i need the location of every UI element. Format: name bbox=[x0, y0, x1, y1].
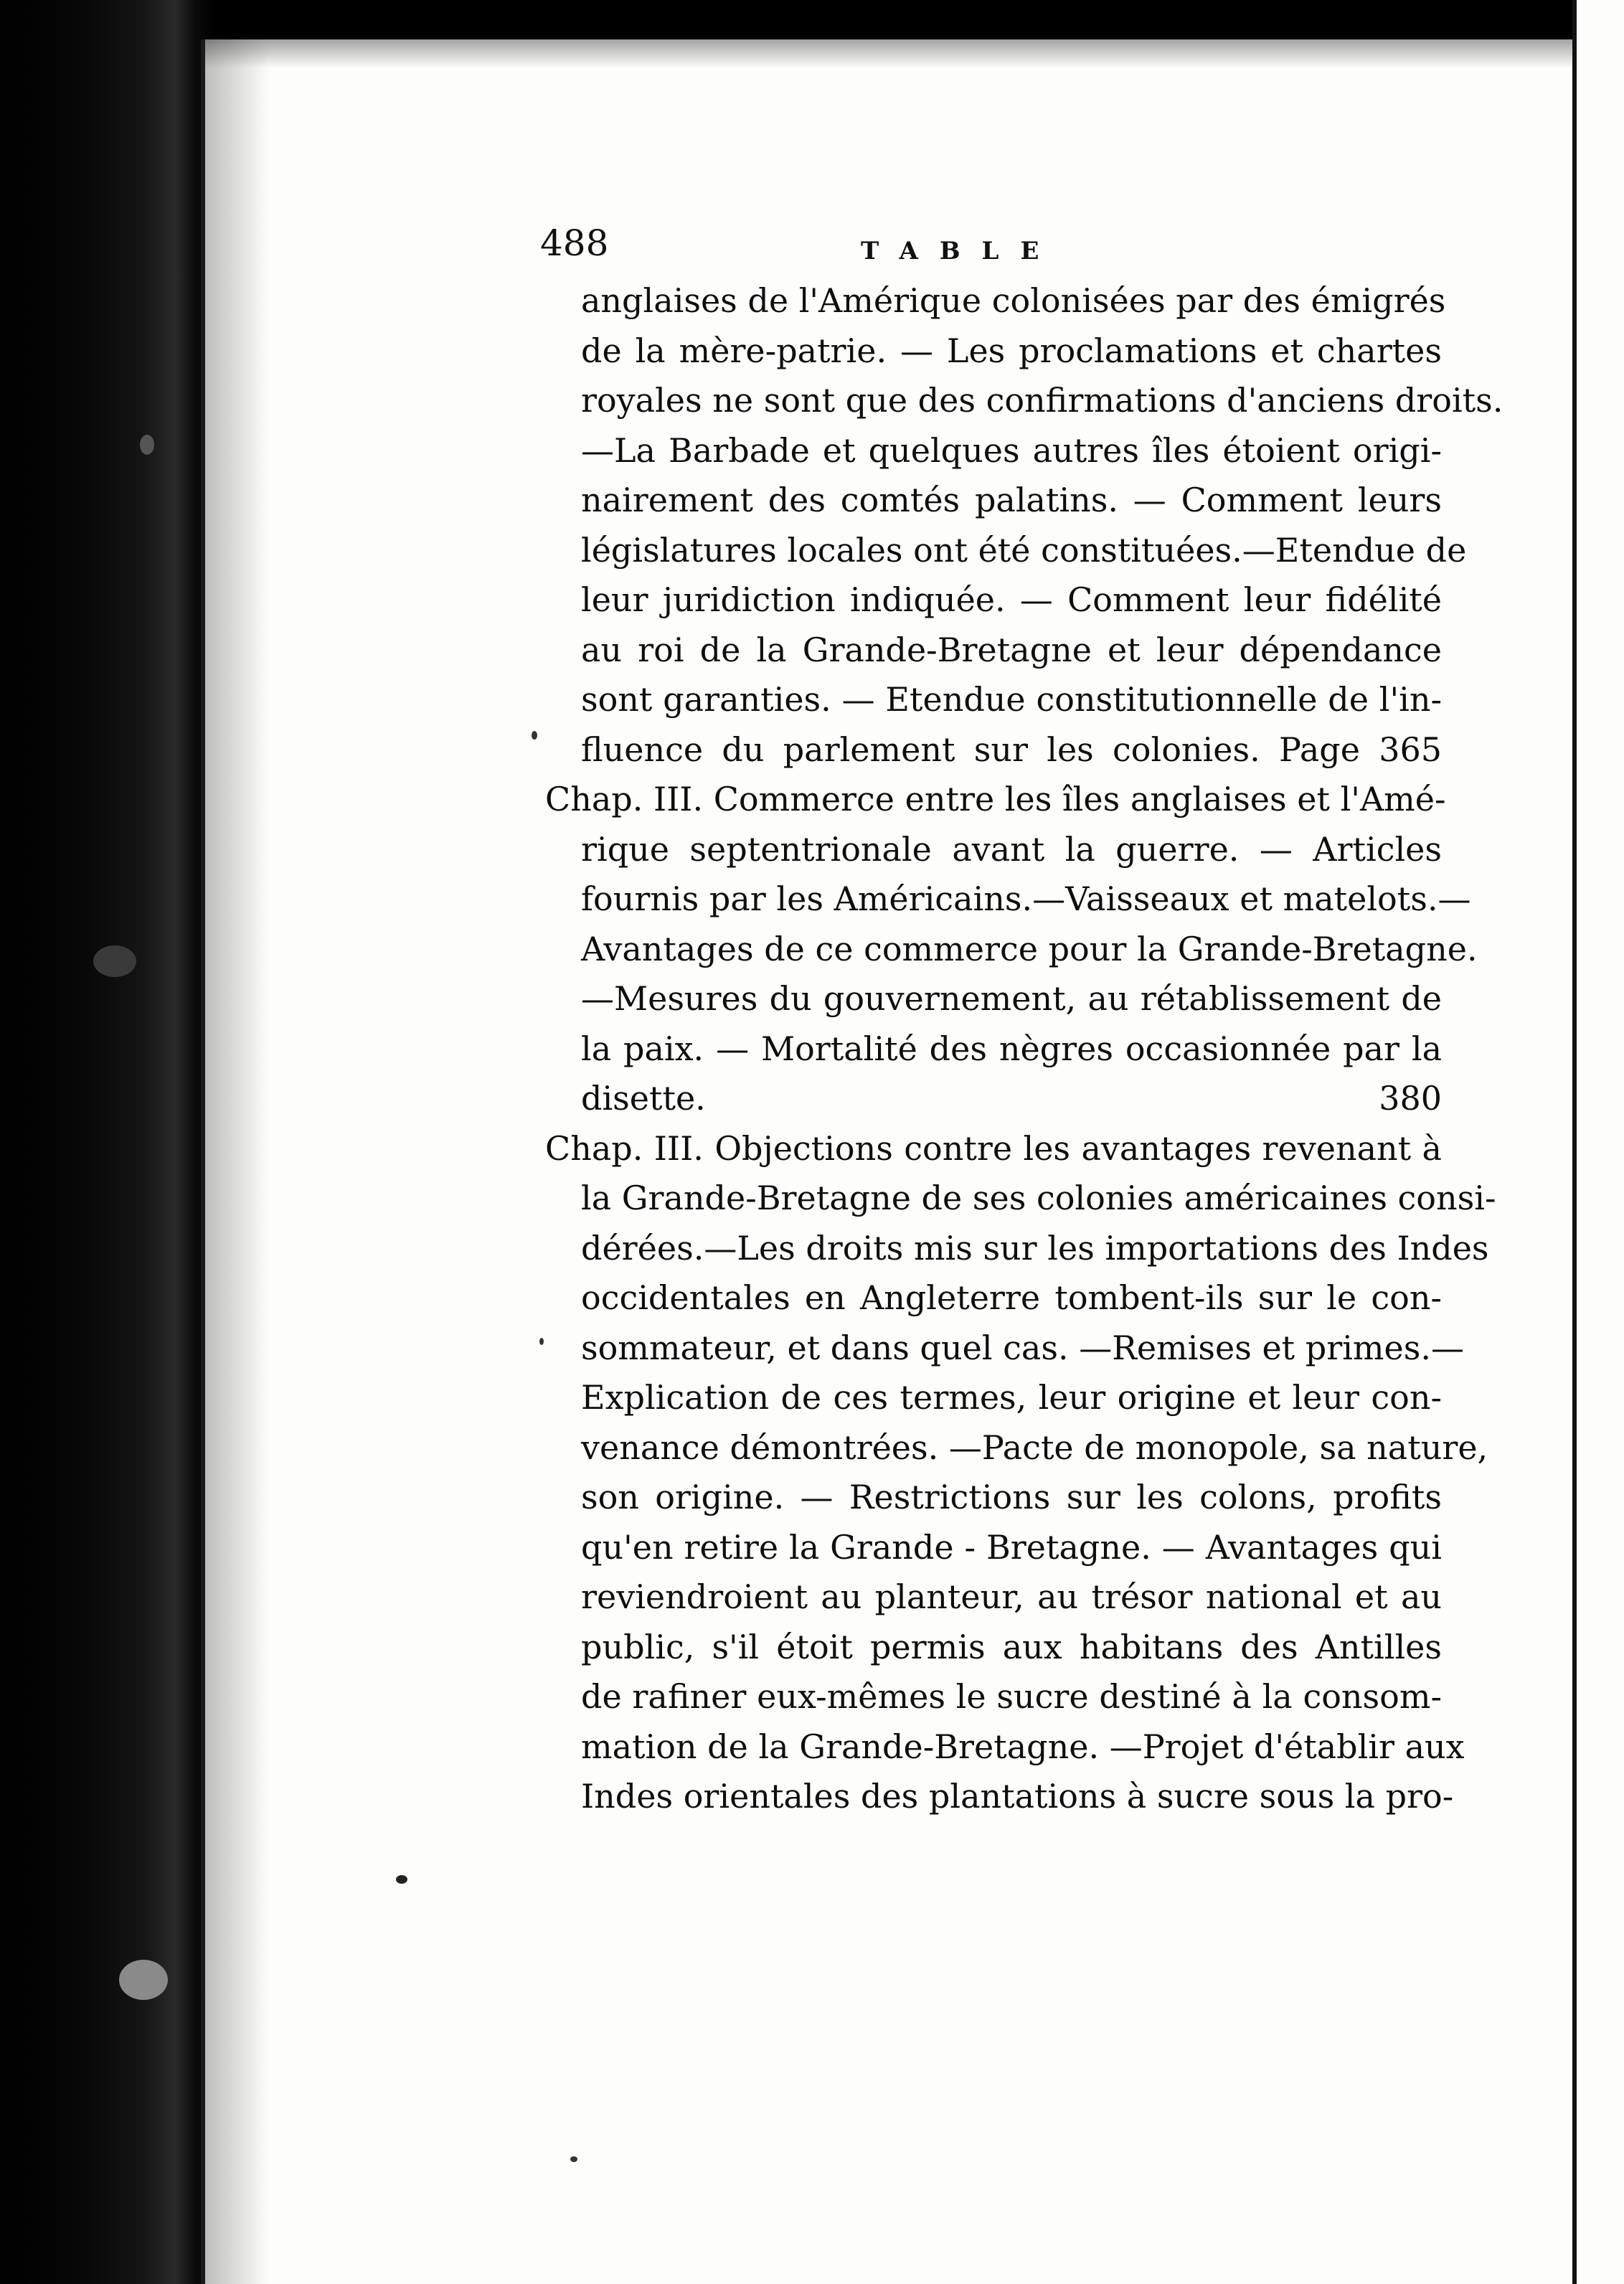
toc-line: mation de la Grande-Bretagne. —Projet d'établir aux bbox=[581, 1727, 1465, 1766]
toc-line: la paix. — Mortalité des nègres occasionnée par la bbox=[581, 1029, 1442, 1068]
page-shadow-top bbox=[205, 39, 1579, 68]
running-head: TABLE bbox=[861, 237, 1061, 265]
right-paper-edge bbox=[1575, 0, 1624, 2284]
toc-line: qu'en retire la Grande - Bretagne. — Avantages qui bbox=[581, 1527, 1442, 1567]
toc-line: de la mère-patrie. — Les proclamations et chartes bbox=[581, 331, 1442, 370]
toc-line: Avantages de ce commerce pour la Grande-Bretagne. bbox=[581, 929, 1478, 968]
toc-line: fournis par les Américains.—Vaisseaux et matelots.— bbox=[581, 879, 1471, 918]
toc-line: disette. 380 bbox=[581, 1079, 1442, 1118]
toc-line: reviendroient au planteur, au trésor national et au bbox=[581, 1577, 1442, 1616]
toc-line: Chap. III. Objections contre les avantages revenant à bbox=[545, 1128, 1442, 1168]
table-of-contents-text bbox=[545, 276, 1503, 1822]
toc-line: leur juridiction indiquée. — Comment leur fidélité bbox=[581, 580, 1442, 619]
toc-line: la Grande-Bretagne de ses colonies américaines consi- bbox=[581, 1179, 1496, 1217]
toc-line: de rafiner eux-mêmes le sucre destiné à la consom- bbox=[581, 1677, 1442, 1716]
toc-line: fluence du parlement sur les colonies. Page 365 bbox=[581, 730, 1442, 769]
toc-line: rique septentrionale avant la guerre. — Articles bbox=[581, 829, 1442, 869]
toc-line: sommateur, et dans quel cas. —Remises et primes.— bbox=[581, 1328, 1464, 1367]
toc-line: dérées.—Les droits mis sur les importations des Indes bbox=[581, 1228, 1489, 1268]
toc-line: —La Barbade et quelques autres îles étoient origi- bbox=[581, 430, 1442, 470]
toc-line: —Mesures du gouvernement, au rétablissement de bbox=[581, 979, 1442, 1018]
toc-line: occidentales en Angleterre tombent-ils sur le con- bbox=[581, 1278, 1442, 1317]
toc-line: nairement des comtés palatins. — Comment leurs bbox=[581, 481, 1442, 519]
toc-line: Chap. III. Commerce entre les îles anglaises et l'Amé- bbox=[545, 780, 1446, 818]
toc-line: au roi de la Grande-Bretagne et leur dépendance bbox=[581, 630, 1442, 669]
toc-line: son origine. — Restrictions sur les colons, profits bbox=[581, 1478, 1442, 1516]
toc-line: Indes orientales des plantations à sucre sous la pro- bbox=[581, 1777, 1454, 1816]
toc-line: public, s'il étoit permis aux habitans des Antilles bbox=[581, 1627, 1442, 1666]
toc-line: anglaises de l'Amérique colonisées par des émigrés bbox=[581, 281, 1446, 320]
toc-line: venance démontrées. —Pacte de monopole, sa nature, bbox=[581, 1428, 1488, 1467]
toc-line: Explication de ces termes, leur origine et leur con- bbox=[581, 1378, 1442, 1417]
toc-line: sont garanties. — Etendue constitutionnelle de l'in- bbox=[581, 680, 1442, 719]
toc-line: législatures locales ont été constituées.—Etendue de bbox=[581, 530, 1467, 570]
page-shadow-left bbox=[205, 39, 270, 2284]
book-binding bbox=[0, 0, 215, 2284]
page-number: 488 bbox=[540, 222, 609, 264]
toc-line: royales ne sont que des confirmations d'anciens droits. bbox=[581, 381, 1503, 420]
right-page-rule bbox=[1572, 0, 1577, 2284]
